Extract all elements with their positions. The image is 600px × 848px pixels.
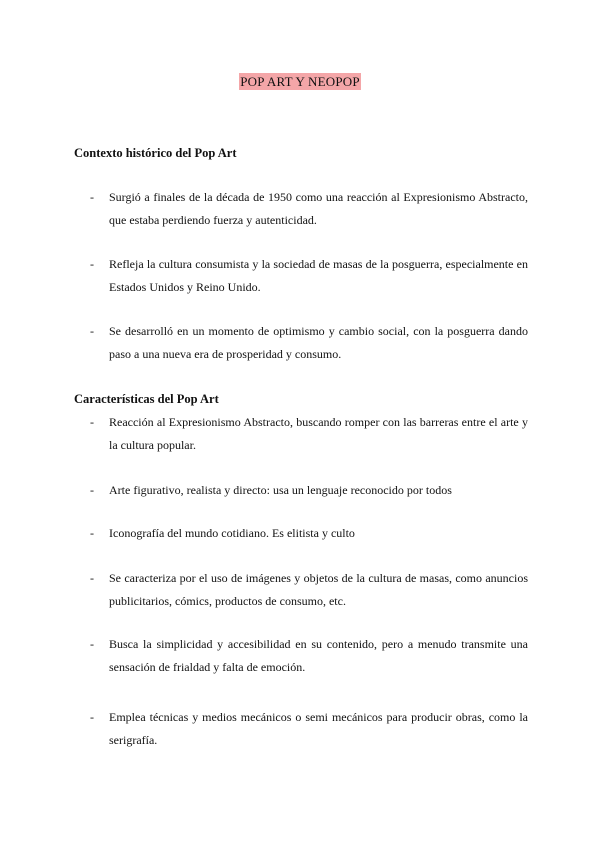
title-container [0,73,600,91]
bullet-dash: - [90,710,94,724]
list-item [90,522,528,545]
list-item [90,706,528,752]
bullet-dash: - [90,526,94,540]
list-item [90,253,528,299]
bullet-dash: - [90,257,94,271]
list-item-text: Busca la simplicidad y accesibilidad en su contenido, pero a menudo transmite una sensación de frialdad y falta de emoción. [109,637,528,674]
list-item-text: Surgió a finales de la década de 1950 como una reacción al Expresionismo Abstracto, que estaba perdiendo fuerza y autenticidad. [109,190,528,227]
list-item-text: Emplea técnicas y medios mecánicos o semi mecánicos para producir obras, como la serigrafía. [109,710,528,747]
list-item-text: Arte figurativo, realista y directo: usa un lenguaje reconocido por todos [109,483,452,497]
list-item-text: Refleja la cultura consumista y la sociedad de masas de la posguerra, especialmente en Estados Unidos y Reino Unido. [109,257,528,294]
list-item-text: Se desarrolló en un momento de optimismo y cambio social, con la posguerra dando paso a una nueva era de prosperidad y consumo. [109,324,528,361]
bullet-dash: - [90,190,94,204]
document-title: POP ART Y NEOPOP [240,74,360,89]
bullet-dash: - [90,637,94,651]
list-item [90,567,528,613]
bullet-dash: - [90,571,94,585]
bullet-dash: - [90,483,94,497]
list-item-text: Reacción al Expresionismo Abstracto, buscando romper con las barreras entre el arte y la cultura popular. [109,415,528,452]
list-item [90,186,528,232]
section-heading-contexto: Contexto histórico del Pop Art [74,146,237,160]
list-item [90,411,528,457]
bullet-dash: - [90,324,94,338]
list-item [90,479,528,502]
bullet-dash: - [90,415,94,429]
list-item [90,320,528,366]
list-item [90,633,528,679]
list-item-text: Iconografía del mundo cotidiano. Es elitista y culto [109,526,355,540]
list-item-text: Se caracteriza por el uso de imágenes y objetos de la cultura de masas, como anuncios publicitarios, cómics, productos de consumo, etc. [109,571,528,608]
section-heading-caracteristicas: Características del Pop Art [74,392,219,406]
